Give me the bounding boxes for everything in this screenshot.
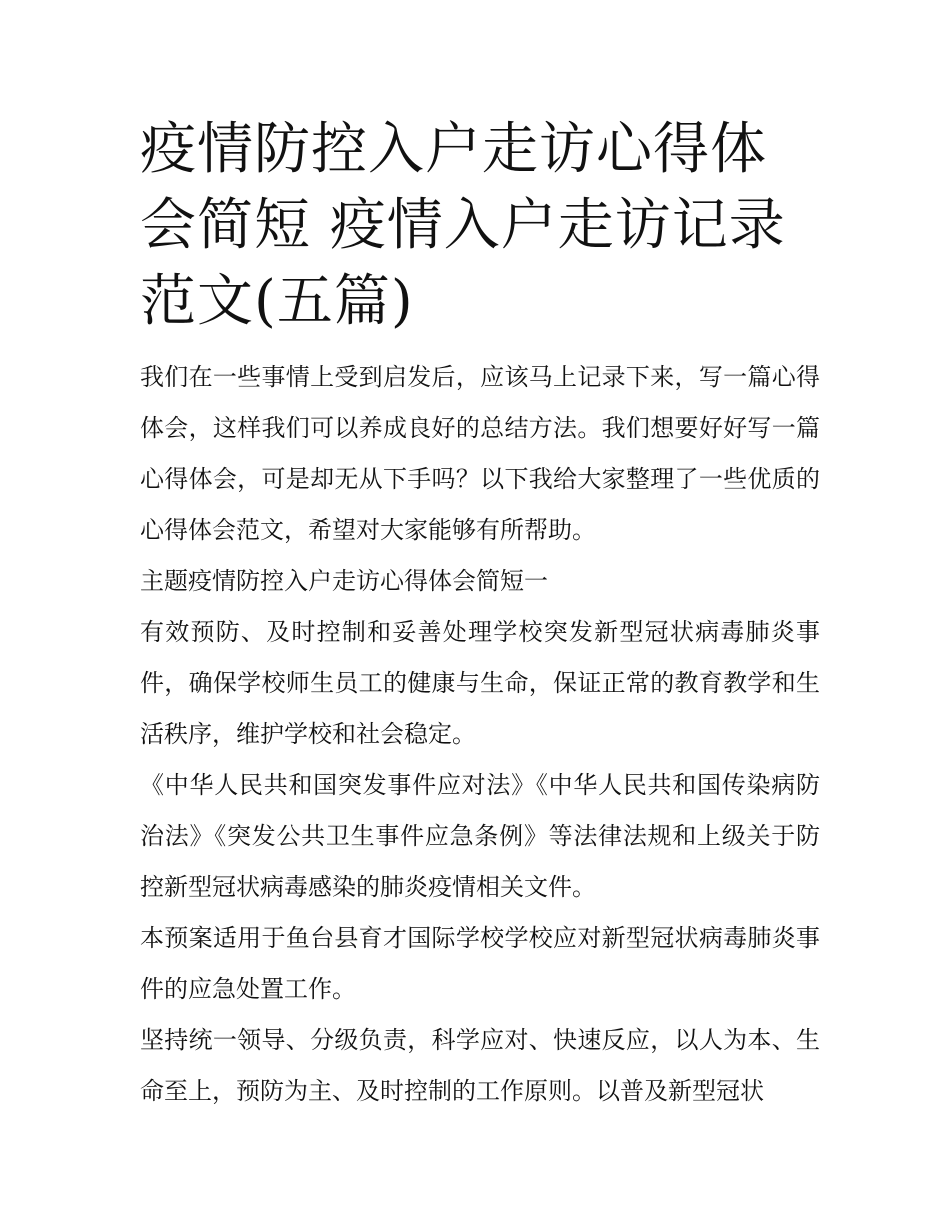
document-title: 疫情防控入户走访心得体会简短 疫情入户走访记录范文(五篇) (140, 117, 786, 334)
scope-paragraph: 本预案适用于鱼台县育才国际学校学校应对新型冠状病毒肺炎事件的应急处置工作。 (140, 924, 820, 1003)
intro-paragraph: 我们在一些事情上受到启发后，应该马上记录下来，写一篇心得体会，这样我们可以养成良好的总结方法。我们想要好好写一篇心得体会，可是却无从下手吗？以下我给大家整理了一些优质的心得体会范文，希望对大家能够有所帮助。 (140, 363, 820, 544)
document-body (140, 352, 820, 1117)
legal-basis-paragraph: 《中华人民共和国突发事件应对法》《中华人民共和国传染病防治法》《突发公共卫生事件应急条例》等法律法规和上级关于防控新型冠状病毒感染的肺炎疫情相关文件。 (140, 771, 820, 901)
section-heading: 主题疫情防控入户走访心得体会简短一 (140, 567, 548, 595)
document-page (140, 112, 820, 1117)
purpose-paragraph: 有效预防、及时控制和妥善处理学校突发新型冠状病毒肺炎事件，确保学校师生员工的健康与生命，保证正常的教育教学和生活秩序，维护学校和社会稳定。 (140, 618, 820, 748)
principle-paragraph: 坚持统一领导、分级负责，科学应对、快速反应，以人为本、生命至上，预防为主、及时控制的工作原则。以普及新型冠状 (140, 1026, 820, 1105)
